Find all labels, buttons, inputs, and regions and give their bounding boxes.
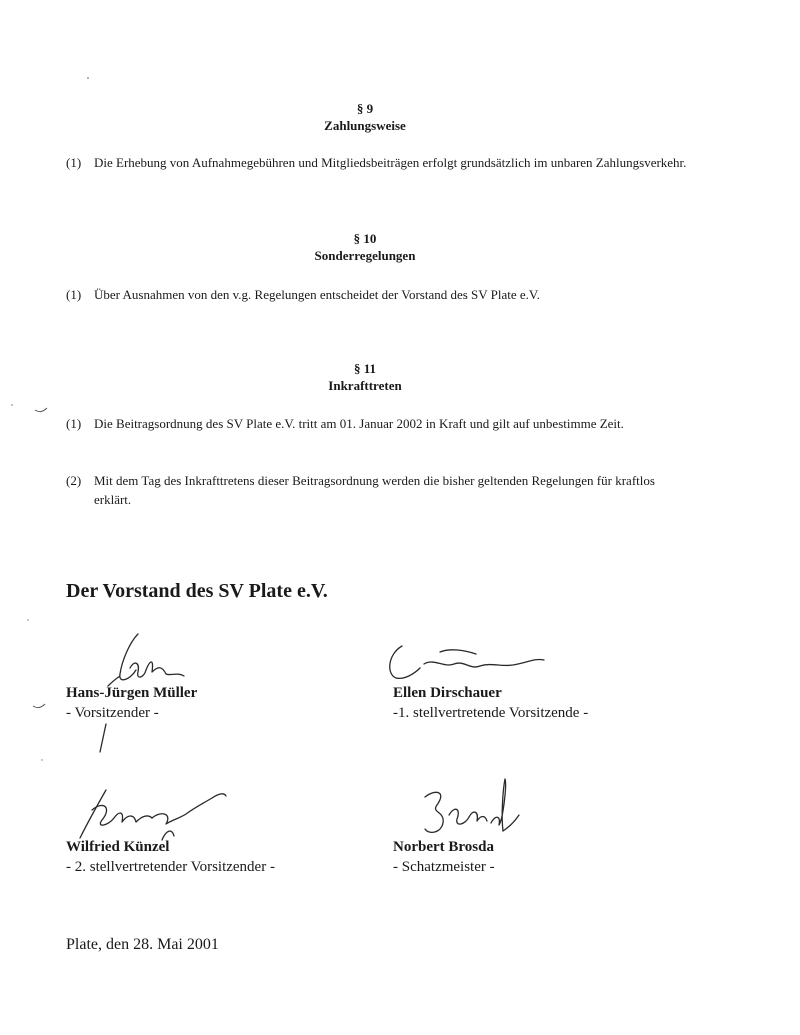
place-date: Plate, den 28. Mai 2001 — [66, 936, 219, 953]
signer-role: - Schatzmeister - — [393, 859, 495, 875]
section-9-paragraph-1 — [66, 153, 694, 172]
signer-role: -1. stellvertretende Vorsitzende - — [393, 705, 589, 721]
paragraph-text: Die Erhebung von Aufnahmegebühren und Mitgliedsbeiträgen erfolgt grundsätzlich im unbaren Zahlungsverkehr. — [94, 155, 687, 170]
signer-name: Wilfried Künzel — [66, 839, 170, 855]
signer-block — [66, 683, 197, 723]
board-title: Der Vorstand des SV Plate e.V. — [66, 580, 328, 602]
signer-name: Hans-Jürgen Müller — [66, 685, 198, 701]
section-10-paragraph-1 — [66, 285, 694, 304]
section-title: Inkrafttreten — [328, 378, 402, 393]
signer-block — [393, 837, 495, 877]
signer-role: - Vorsitzender - — [66, 705, 159, 721]
signer-name: Ellen Dirschauer — [393, 685, 502, 701]
paragraph-number: (1) — [66, 287, 82, 302]
section-title: Sonderregelungen — [314, 248, 416, 263]
paragraph-text: Mit dem Tag des Inkrafttretens dieser Beitragsordnung werden die bisher geltenden Regelungen für kraftlos erklärt. — [94, 473, 655, 507]
paragraph-number: (1) — [66, 155, 82, 170]
paragraph-text: Über Ausnahmen von den v.g. Regelungen entscheidet der Vorstand des SV Plate e.V. — [94, 287, 540, 302]
section-number: § 11 — [353, 361, 377, 376]
signature-dirschauer — [380, 640, 550, 688]
section-11-paragraph-1 — [66, 414, 694, 433]
section-number: § 10 — [353, 231, 377, 246]
section-11-paragraph-2 — [66, 471, 694, 509]
signer-name: Norbert Brosda — [393, 839, 494, 855]
paragraph-number: (1) — [66, 416, 82, 431]
section-10-heading — [0, 230, 730, 264]
paragraph-number: (2) — [66, 473, 82, 488]
signer-block — [66, 837, 275, 877]
paragraph-text: Die Beitragsordnung des SV Plate e.V. tritt am 01. Januar 2002 in Kraft und gilt auf unbestimme Zeit. — [94, 416, 624, 431]
signer-role: - 2. stellvertretender Vorsitzender - — [66, 859, 275, 875]
section-title: Zahlungsweise — [324, 118, 406, 133]
signature-mueller-tail — [92, 720, 112, 760]
section-number: § 9 — [356, 101, 374, 116]
signature-mueller — [100, 630, 210, 690]
section-9-heading — [0, 100, 730, 134]
section-11-heading — [0, 360, 730, 394]
signer-block — [393, 683, 588, 723]
